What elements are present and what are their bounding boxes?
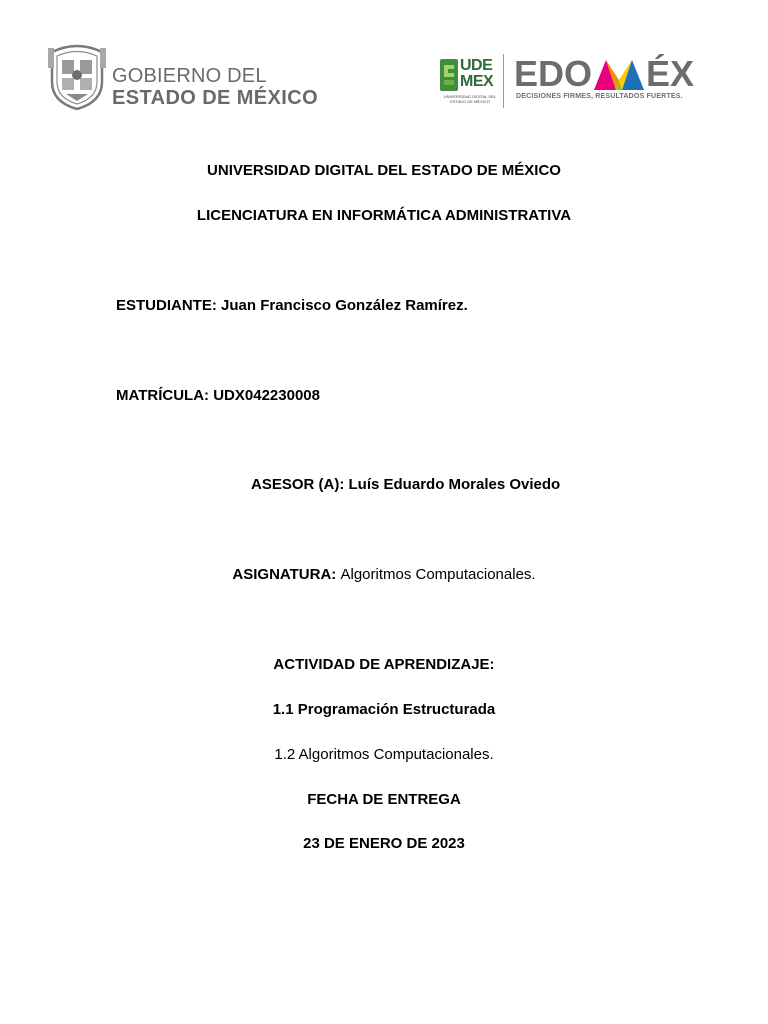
advisor-line — [251, 476, 560, 494]
degree-title: LICENCIATURA EN INFORMÁTICA ADMINISTRATIVA — [196, 207, 572, 224]
edomex-logo — [514, 54, 724, 104]
udemex-word-line1: UDE — [460, 57, 493, 74]
due-label: FECHA DE ENTREGA — [307, 791, 461, 808]
edomex-tagline: DECISIONES FIRMES, RESULTADOS FUERTES. — [516, 93, 683, 100]
activity-item-2-text: 1.2 Algoritmos Computacionales. — [274, 746, 494, 763]
student-line — [116, 297, 468, 315]
advisor-label: ASESOR (A): — [251, 476, 345, 493]
edomex-word-left: EDO — [514, 53, 593, 94]
due-date: 23 DE ENERO DE 2023 — [303, 835, 465, 852]
university-title: UNIVERSIDAD DIGITAL DEL ESTADO DE MÉXICO — [207, 162, 561, 179]
student-label: ESTUDIANTE: — [116, 297, 217, 314]
enrollment-label: MATRÍCULA: — [116, 387, 210, 404]
activity-item-1: 1.1 Programación Estructurada — [272, 701, 496, 718]
udemex-logo — [440, 56, 500, 110]
edomex-m-icon — [592, 54, 646, 94]
udemex-word-line2: MEX — [460, 73, 494, 90]
gobierno-line2: ESTADO DE MÉXICO — [112, 87, 319, 109]
subject-value: Algoritmos Computacionales. — [340, 566, 536, 583]
advisor-value: Luís Eduardo Morales Oviedo — [348, 476, 561, 493]
gobierno-line1: GOBIERNO DEL — [112, 65, 267, 87]
coat-of-arms-icon — [46, 42, 108, 110]
edomex-word-right: ÉX — [646, 53, 695, 94]
udemex-caption: UNIVERSIDAD DIGITAL DEL ESTADO DE MÉXICO — [443, 94, 497, 104]
subject-line — [0, 566, 768, 584]
udemex-mark-icon — [440, 59, 458, 91]
enrollment-line — [116, 387, 320, 405]
logo-divider — [503, 54, 504, 108]
student-value: Juan Francisco González Ramírez. — [221, 297, 468, 314]
gobierno-edomex-logo — [46, 42, 319, 112]
enrollment-value: UDX042230008 — [213, 387, 320, 404]
activity-item-2 — [0, 746, 768, 764]
subject-label: ASIGNATURA: — [232, 566, 337, 583]
activity-label: ACTIVIDAD DE APRENDIZAJE: — [273, 656, 495, 673]
